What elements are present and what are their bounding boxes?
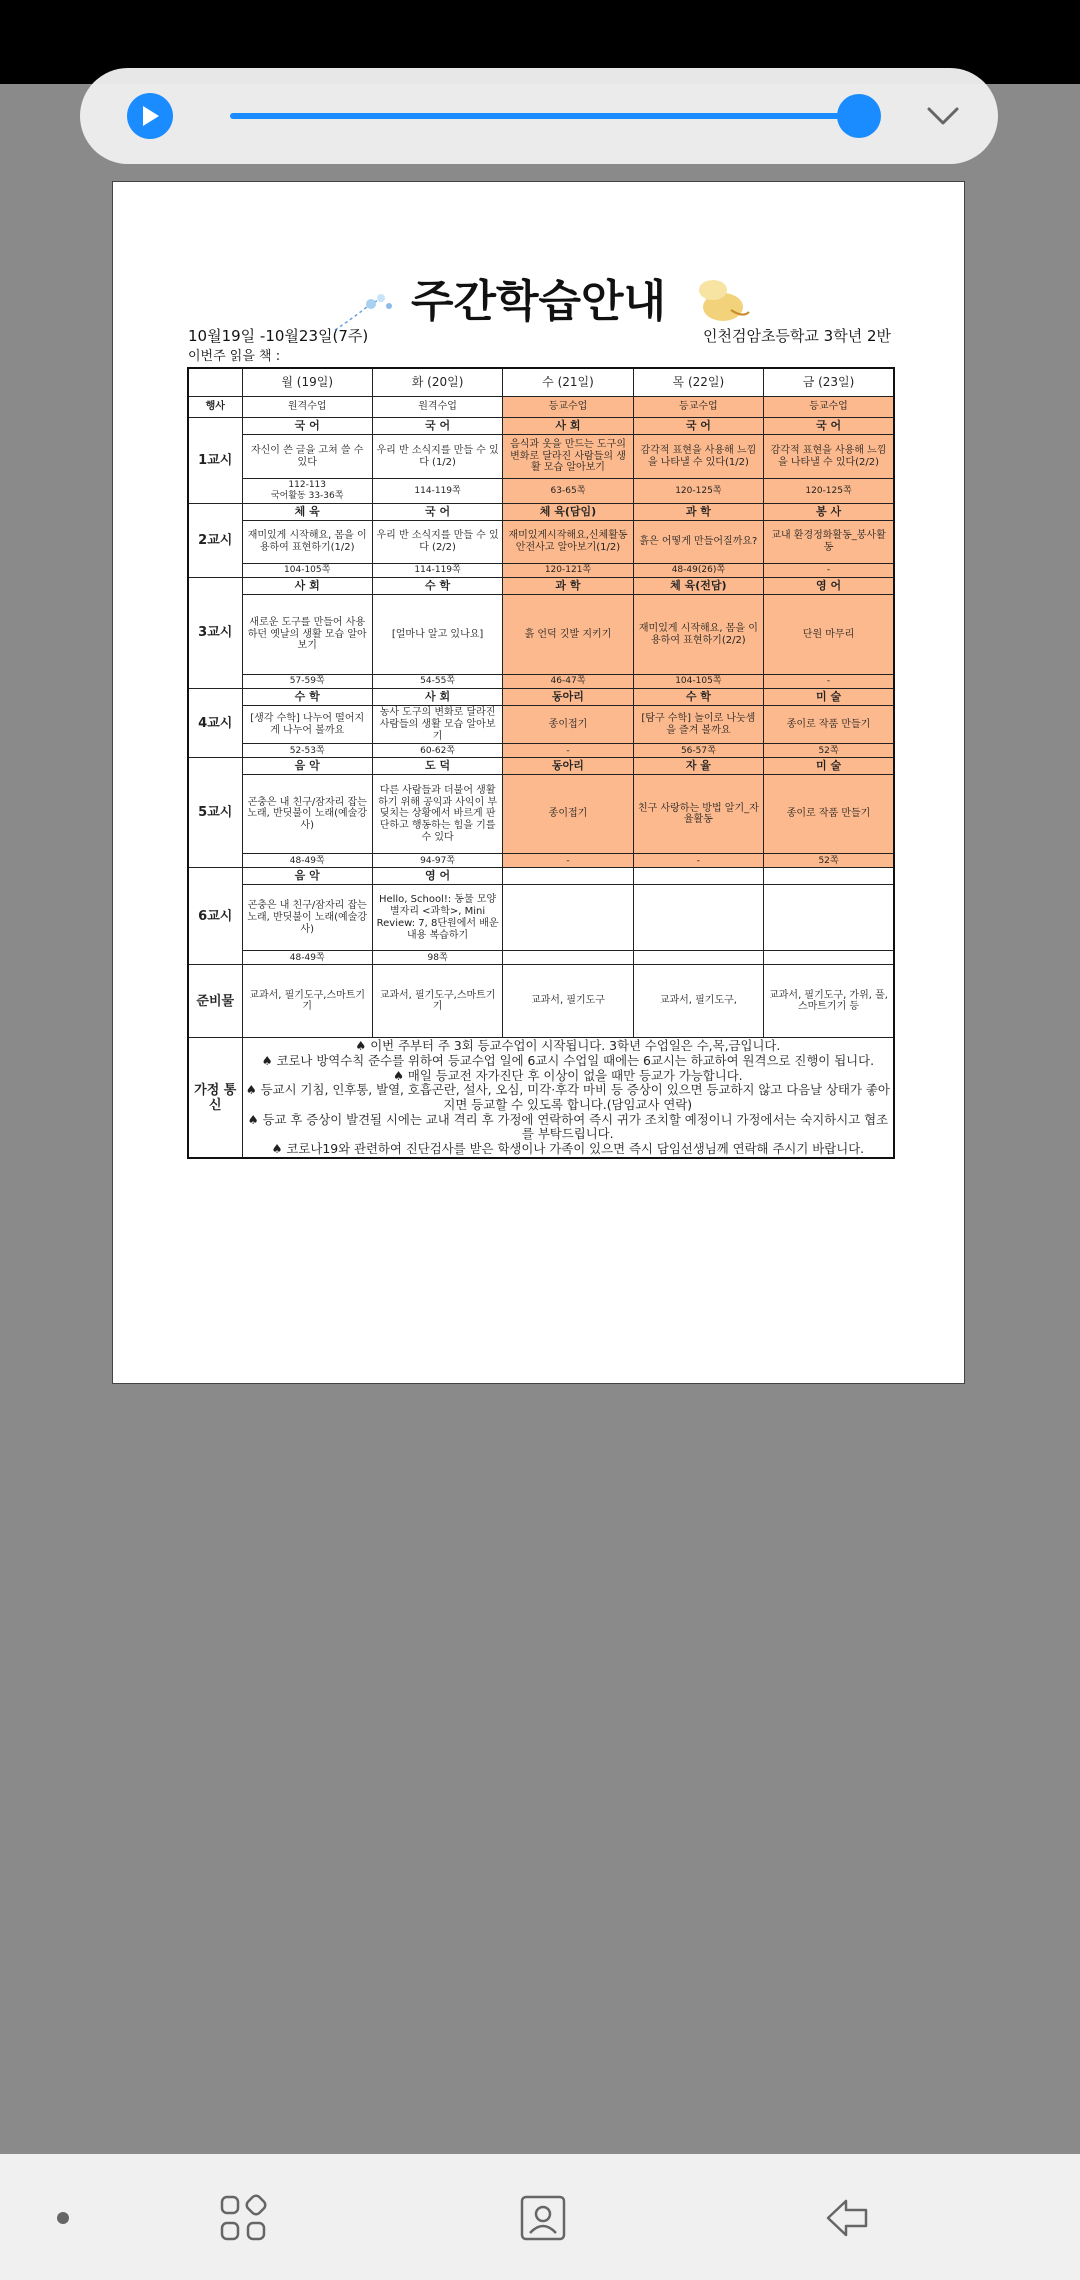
- notice-item: ♠ 매일 등교전 자가진단 후 이상이 없을 때만 등교가 가능합니다.: [392, 1067, 743, 1083]
- lesson-content-cell: [633, 885, 763, 951]
- lesson-content-cell: 감각적 표현을 사용해 느낌을 나타낼 수 있다(2/2): [764, 435, 894, 479]
- home-icon[interactable]: [518, 2193, 568, 2243]
- period-content-row: [188, 885, 894, 951]
- subject-cell: 자 율: [633, 758, 763, 775]
- supplies-label: 준비물: [188, 965, 242, 1038]
- period-content-row: [188, 775, 894, 854]
- subject-cell: [764, 868, 894, 885]
- notice-item: ♠ 코로나19와 관련하여 진단검사를 받은 학생이나 가족이 있으면 즉시 담임선생님께 연락해 주시기 바랍니다.: [271, 1140, 865, 1156]
- day-header: 화 (20일): [372, 368, 502, 397]
- event-cell: 원격수업: [242, 397, 372, 418]
- chevron-down-icon[interactable]: [923, 96, 963, 136]
- document-title: 주간학습안내: [410, 276, 667, 327]
- pages-cell: 120-125쪽: [633, 479, 763, 504]
- pages-cell: [503, 951, 633, 965]
- subject-cell: 과 학: [503, 578, 633, 595]
- pages-cell: 112-113 국어활동 33-36쪽: [242, 479, 372, 504]
- day-header: 금 (23일): [764, 368, 894, 397]
- subject-cell: 미 술: [764, 758, 894, 775]
- progress-slider[interactable]: [230, 113, 863, 119]
- document-page: [112, 181, 965, 1384]
- pages-cell: 114-119쪽: [372, 479, 502, 504]
- subject-cell: [503, 868, 633, 885]
- lesson-content-cell: 재미있게 시작해요, 몸을 이용하여 표현하기(1/2): [242, 521, 372, 564]
- notice-row: [188, 1038, 894, 1159]
- lesson-content-cell: 자신이 쓴 글을 고쳐 쓸 수 있다: [242, 435, 372, 479]
- lesson-content-cell: 종이접기: [503, 775, 633, 854]
- period-subject-row: [188, 418, 894, 435]
- lesson-content-cell: 친구 사랑하는 방법 알기_자율활동: [633, 775, 763, 854]
- pages-cell: 48-49쪽: [242, 951, 372, 965]
- notice-content: [242, 1038, 894, 1159]
- pages-cell: [764, 951, 894, 965]
- lesson-content-cell: 새로운 도구를 만들어 사용하던 옛날의 생활 모습 알아보기: [242, 595, 372, 675]
- lesson-content-cell: [얼마나 알고 있나요]: [372, 595, 502, 675]
- subject-cell: 영 어: [372, 868, 502, 885]
- subject-cell: 미 술: [764, 689, 894, 706]
- weekly-schedule-table: [187, 367, 895, 1159]
- header-row: [188, 368, 894, 397]
- lesson-content-cell: 종이로 작품 만들기: [764, 775, 894, 854]
- date-range: 10월19일 -10월23일(7주): [188, 327, 369, 345]
- pages-cell: 94-97쪽: [372, 854, 502, 868]
- period-content-row: [188, 595, 894, 675]
- subject-cell: 사 회: [503, 418, 633, 435]
- pages-cell: 46-47쪽: [503, 675, 633, 689]
- period-label: 3교시: [188, 578, 242, 689]
- subject-cell: 수 학: [242, 689, 372, 706]
- pages-cell: 52쪽: [764, 854, 894, 868]
- subject-cell: 과 학: [633, 504, 763, 521]
- event-row: [188, 397, 894, 418]
- day-header: 월 (19일): [242, 368, 372, 397]
- back-icon[interactable]: [822, 2193, 872, 2243]
- period-subject-row: [188, 504, 894, 521]
- period-pages-row: [188, 675, 894, 689]
- period-subject-row: [188, 578, 894, 595]
- lesson-content-cell: [764, 885, 894, 951]
- event-cell: 등교수업: [633, 397, 763, 418]
- subject-cell: 국 어: [764, 418, 894, 435]
- lesson-content-cell: 재미있게 시작해요, 몸을 이용하여 표현하기(2/2): [633, 595, 763, 675]
- period-label: 1교시: [188, 418, 242, 504]
- pages-cell: 60-62쪽: [372, 744, 502, 758]
- subject-cell: 사 회: [372, 689, 502, 706]
- day-header: 수 (21일): [503, 368, 633, 397]
- subject-cell: 봉 사: [764, 504, 894, 521]
- supplies-cell: 교과서, 필기도구: [503, 965, 633, 1038]
- notice-label: 가정 통신: [188, 1038, 242, 1159]
- notice-item: ♠ 코로나 방역수칙 준수를 위하여 등교수업 일에 6교시 수업일 때에는 6교시는 하교하여 원격으로 진행이 됩니다.: [261, 1053, 875, 1069]
- supplies-row: [188, 965, 894, 1038]
- event-label: 행사: [188, 397, 242, 418]
- lesson-content-cell: 흙 언덕 깃발 지키기: [503, 595, 633, 675]
- period-pages-row: [188, 479, 894, 504]
- school-class: 인천검암초등학교 3학년 2반: [702, 327, 891, 345]
- lesson-content-cell: 단원 마무리: [764, 595, 894, 675]
- subject-cell: 도 덕: [372, 758, 502, 775]
- pages-cell: [633, 951, 763, 965]
- period-label: 5교시: [188, 758, 242, 868]
- lesson-content-cell: 종이접기: [503, 706, 633, 744]
- lesson-content-cell: 교내 환경정화활동_봉사활동: [764, 521, 894, 564]
- media-player-bar: [80, 68, 998, 164]
- period-content-row: [188, 706, 894, 744]
- subject-cell: 음 악: [242, 868, 372, 885]
- lesson-content-cell: 종이로 작품 만들기: [764, 706, 894, 744]
- pages-cell: -: [764, 564, 894, 578]
- slider-thumb[interactable]: [837, 94, 881, 138]
- pages-cell: 63-65쪽: [503, 479, 633, 504]
- lesson-content-cell: [탐구 수학] 놀이로 나눗셈을 즐겨 볼까요: [633, 706, 763, 744]
- document-viewer[interactable]: [0, 84, 1080, 2154]
- subject-cell: 사 회: [242, 578, 372, 595]
- period-subject-row: [188, 868, 894, 885]
- pages-cell: 120-121쪽: [503, 564, 633, 578]
- pages-cell: -: [633, 854, 763, 868]
- period-subject-row: [188, 689, 894, 706]
- event-cell: 등교수업: [764, 397, 894, 418]
- play-button[interactable]: [127, 93, 173, 139]
- supplies-cell: 교과서, 필기도구,스마트기기: [372, 965, 502, 1038]
- pages-cell: 98쪽: [372, 951, 502, 965]
- subject-cell: 수 학: [633, 689, 763, 706]
- event-cell: 등교수업: [503, 397, 633, 418]
- pages-cell: 104-105쪽: [633, 675, 763, 689]
- pages-cell: 52-53쪽: [242, 744, 372, 758]
- pages-cell: -: [503, 854, 633, 868]
- lesson-content-cell: 재미있게시작해요,신체활동 안전사고 알아보기(1/2): [503, 521, 633, 564]
- subject-cell: 영 어: [764, 578, 894, 595]
- period-pages-row: [188, 951, 894, 965]
- subject-cell: 동아리: [503, 689, 633, 706]
- navigation-bar: [0, 2154, 1080, 2280]
- subject-cell: 체 육(전담): [633, 578, 763, 595]
- subject-cell: 국 어: [242, 418, 372, 435]
- lesson-content-cell: 흙은 어떻게 만들어질까요?: [633, 521, 763, 564]
- period-content-row: [188, 521, 894, 564]
- lesson-content-cell: 우리 반 소식지를 만들 수 있다 (1/2): [372, 435, 502, 479]
- period-label: 2교시: [188, 504, 242, 578]
- pages-cell: 114-119쪽: [372, 564, 502, 578]
- period-content-row: [188, 435, 894, 479]
- notice-item: ♠ 등교시 기침, 인후통, 발열, 호흡곤란, 설사, 오심, 미각·후각 마비 등 증상이 있으면 등교하지 않고 다음날 상태가 좋아지면 등교할 수 있도록 합니다.(담임교사 연락): [245, 1082, 890, 1112]
- corner-cell: [188, 368, 242, 397]
- event-cell: 원격수업: [372, 397, 502, 418]
- subject-cell: 국 어: [372, 504, 502, 521]
- period-label: 6교시: [188, 868, 242, 965]
- lesson-content-cell: 감각적 표현을 사용해 느낌을 나타낼 수 있다(1/2): [633, 435, 763, 479]
- period-subject-row: [188, 758, 894, 775]
- pages-cell: -: [503, 744, 633, 758]
- recent-apps-icon[interactable]: [218, 2193, 268, 2243]
- lesson-content-cell: 우리 반 소식지를 만들 수 있다 (2/2): [372, 521, 502, 564]
- subject-cell: 체 육: [242, 504, 372, 521]
- day-header: 목 (22일): [633, 368, 763, 397]
- subject-cell: 국 어: [372, 418, 502, 435]
- period-label: 4교시: [188, 689, 242, 758]
- lesson-content-cell: 곤충은 내 친구/잠자리 잡는 노래, 반딧불이 노래(예술강사): [242, 885, 372, 951]
- notice-item: ♠ 이번 주부터 주 3회 등교수업이 시작됩니다. 3학년 수업일은 수,목,금입니다.: [355, 1038, 781, 1054]
- lesson-content-cell: [503, 885, 633, 951]
- pages-cell: 104-105쪽: [242, 564, 372, 578]
- pages-cell: 120-125쪽: [764, 479, 894, 504]
- lesson-content-cell: 곤충은 내 친구/잠자리 잡는 노래, 반딧불이 노래(예술강사): [242, 775, 372, 854]
- lesson-content-cell: 다른 사람들과 더불어 생활하기 위해 공익과 사익이 부딪치는 상황에서 바르게 판단하고 행동하는 힘을 기를 수 있다: [372, 775, 502, 854]
- supplies-cell: 교과서, 필기도구,: [633, 965, 763, 1038]
- lesson-content-cell: 음식과 옷을 만드는 도구의 변화로 달라진 사람들의 생활 모습 알아보기: [503, 435, 633, 479]
- subject-cell: 수 학: [372, 578, 502, 595]
- pages-cell: -: [764, 675, 894, 689]
- period-pages-row: [188, 564, 894, 578]
- lesson-content-cell: Hello, School!: 동물 모양 별자리 <과학>, Mini Review: 7, 8단원에서 배운 내용 복습하기: [372, 885, 502, 951]
- subject-cell: [633, 868, 763, 885]
- subject-cell: 동아리: [503, 758, 633, 775]
- subject-cell: 국 어: [633, 418, 763, 435]
- pages-cell: 48-49쪽: [242, 854, 372, 868]
- dot-icon[interactable]: [57, 2212, 69, 2224]
- period-pages-row: [188, 744, 894, 758]
- pages-cell: 56-57쪽: [633, 744, 763, 758]
- notice-item: ♠ 등교 후 증상이 발견될 시에는 교내 격리 후 가정에 연락하여 즉시 귀가 조치할 예정이니 가정에서는 숙지하시고 협조를 부탁드립니다.: [247, 1111, 889, 1142]
- pages-cell: 57-59쪽: [242, 675, 372, 689]
- lesson-content-cell: [생각 수학] 나누어 떨어지게 나누어 볼까요: [242, 706, 372, 744]
- supplies-cell: 교과서, 필기도구, 가위, 풀, 스마트기기 등: [764, 965, 894, 1038]
- pages-cell: 52쪽: [764, 744, 894, 758]
- pages-cell: 48-49(26)쪽: [633, 564, 763, 578]
- pages-cell: 54-55쪽: [372, 675, 502, 689]
- period-pages-row: [188, 854, 894, 868]
- supplies-cell: 교과서, 필기도구,스마트기기: [242, 965, 372, 1038]
- reading-book-label: 이번주 읽을 책 :: [188, 349, 281, 364]
- lesson-content-cell: 농사 도구의 변화로 달라진 사람들의 생활 모습 알아보기: [372, 706, 502, 744]
- subject-cell: 체 육(담임): [503, 504, 633, 521]
- subject-cell: 음 악: [242, 758, 372, 775]
- play-icon: [140, 105, 160, 127]
